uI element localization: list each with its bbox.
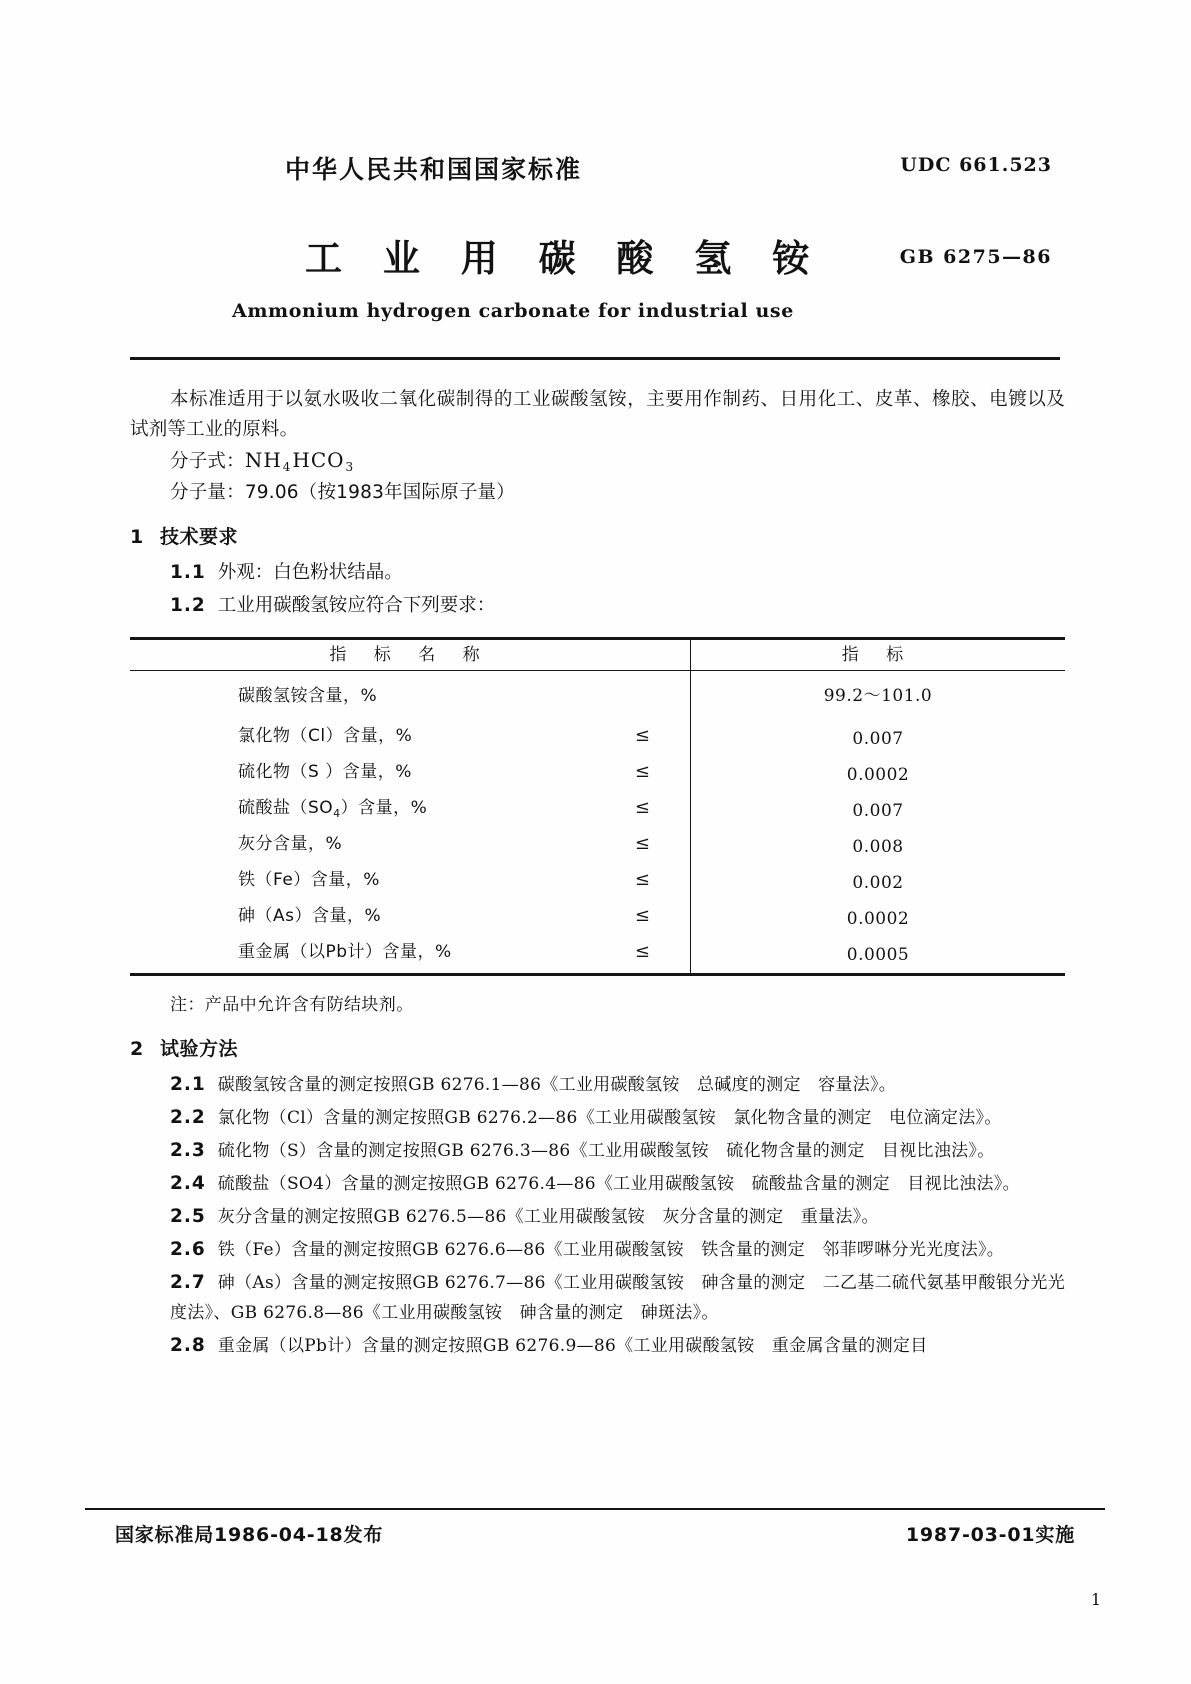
table-row bbox=[130, 829, 1065, 865]
section-2-number: 2 bbox=[130, 1038, 144, 1060]
clause-2-6-number: 2.6 bbox=[170, 1239, 206, 1260]
clause-2-3 bbox=[130, 1136, 1065, 1166]
row-label-text: 氯化物（Cl）含量，% bbox=[238, 726, 413, 746]
specification-table bbox=[130, 637, 1065, 976]
page-number: 1 bbox=[1090, 1590, 1101, 1609]
row-label-prefix: 硫酸盐（SO bbox=[238, 798, 334, 818]
row-value-cell: 0.0002 bbox=[846, 765, 910, 785]
clause-2-6 bbox=[130, 1235, 1065, 1265]
document-header bbox=[130, 150, 1060, 322]
table-row bbox=[130, 901, 1065, 937]
row-operator: ≤ bbox=[634, 905, 650, 926]
row-label-text: 灰分含量，% bbox=[238, 834, 343, 854]
national-standard-title: 中华人民共和国国家标准 bbox=[285, 155, 583, 184]
molecular-formula-line bbox=[130, 445, 1065, 478]
row-label-cell bbox=[130, 721, 691, 757]
molecular-mass-label: 分子量： bbox=[170, 482, 245, 503]
header-row-main bbox=[130, 228, 1060, 298]
clause-2-7 bbox=[130, 1268, 1065, 1328]
clause-2-2-text: 氯化物（Cl）含量的测定按照GB 6276.2—86《工业用碳酸氢铵 氯化物含量的测定 电位滴定法》。 bbox=[217, 1108, 1002, 1128]
clause-2-4-text: 硫酸盐（SO4）含量的测定按照GB 6276.4—86《工业用碳酸氢铵 硫酸盐含量的测定 目视比浊法》。 bbox=[217, 1174, 1020, 1194]
table-row bbox=[130, 721, 1065, 757]
column-header-indicator-value: 指 标 bbox=[691, 639, 1066, 671]
clause-2-3-number: 2.3 bbox=[170, 1140, 206, 1161]
row-label-text: 硫化物（S ）含量，% bbox=[238, 762, 412, 782]
table-row bbox=[130, 937, 1065, 975]
row-label-text: 碳酸氢铵含量，% bbox=[238, 686, 378, 706]
clause-2-5-text: 灰分含量的测定按照GB 6276.5—86《工业用碳酸氢铵 灰分含量的测定 重量法》。 bbox=[217, 1207, 879, 1227]
clause-2-4-number: 2.4 bbox=[170, 1173, 206, 1194]
row-label-cell bbox=[130, 793, 691, 829]
section-1-number: 1 bbox=[130, 526, 144, 548]
row-label-cell bbox=[130, 829, 691, 865]
row-operator: ≤ bbox=[634, 725, 650, 746]
clause-2-2-number: 2.2 bbox=[170, 1107, 206, 1128]
row-value-cell: 0.008 bbox=[852, 837, 904, 857]
row-label-text: 铁（Fe）含量，% bbox=[238, 870, 380, 890]
molecular-mass-line bbox=[130, 478, 1065, 508]
row-value-cell: 0.007 bbox=[852, 801, 904, 821]
row-operator: ≤ bbox=[634, 833, 650, 854]
specification-table-head bbox=[130, 639, 1065, 671]
row-label-text: 砷（As）含量，% bbox=[238, 906, 382, 926]
document-footer bbox=[85, 1520, 1105, 1560]
row-value-cell: 0.002 bbox=[852, 873, 904, 893]
clause-2-4 bbox=[130, 1169, 1065, 1199]
clause-1-1-number: 1.1 bbox=[170, 562, 206, 583]
molecular-mass-value: 79.06（按1983年国际原子量） bbox=[244, 482, 515, 503]
row-label-cell bbox=[130, 901, 691, 937]
clause-2-1-number: 2.1 bbox=[170, 1074, 206, 1095]
row-operator: ≤ bbox=[634, 869, 650, 890]
scope-paragraph: 本标准适用于以氨水吸收二氧化碳制得的工业碳酸氢铵，主要用作制药、日用化工、皮革、橡胶、电镀以及试剂等工业的原料。 bbox=[130, 389, 1065, 440]
table-note: 注：产品中允许含有防结块剂。 bbox=[170, 995, 414, 1015]
udc-code: UDC 661.523 bbox=[900, 154, 1052, 176]
row-label-cell bbox=[130, 671, 691, 722]
clause-2-8 bbox=[130, 1331, 1065, 1361]
issue-date: 国家标准局1986-04-18发布 bbox=[115, 1524, 384, 1546]
table-header-row bbox=[130, 639, 1065, 671]
row-value-cell: 99.2～101.0 bbox=[823, 686, 933, 706]
section-1-heading bbox=[130, 522, 1065, 552]
molecular-formula-label: 分子式： bbox=[170, 451, 245, 472]
clause-1-1-text: 外观：白色粉状结晶。 bbox=[217, 562, 403, 583]
clause-2-3-text: 硫化物（S）含量的测定按照GB 6276.3—86《工业用碳酸氢铵 硫化物含量的测定 目视比浊法》。 bbox=[217, 1141, 995, 1161]
implementation-date: 1987-03-01实施 bbox=[905, 1524, 1075, 1546]
document-body bbox=[130, 385, 1065, 1364]
table-row bbox=[130, 757, 1065, 793]
row-label-text bbox=[238, 793, 427, 825]
row-label-suffix: ）含量，% bbox=[340, 798, 428, 818]
header-row-top bbox=[130, 150, 1060, 196]
row-value-cell: 0.0002 bbox=[846, 909, 910, 929]
row-label-cell bbox=[130, 937, 691, 975]
clause-2-5-number: 2.5 bbox=[170, 1206, 206, 1227]
row-label-cell bbox=[130, 757, 691, 793]
row-operator: ≤ bbox=[634, 941, 650, 962]
standard-main-title: 工 业 用 碳 酸 氢 铵 bbox=[305, 237, 824, 280]
clause-2-7-number: 2.7 bbox=[170, 1272, 206, 1293]
table-row bbox=[130, 865, 1065, 901]
row-label-subscript: 4 bbox=[333, 807, 341, 820]
table-row bbox=[130, 671, 1065, 722]
clause-2-6-text: 铁（Fe）含量的测定按照GB 6276.6—86《工业用碳酸氢铵 铁含量的测定 邻菲啰啉分光光度法》。 bbox=[217, 1240, 1005, 1260]
specification-table-body bbox=[130, 671, 1065, 975]
clause-2-5 bbox=[130, 1202, 1065, 1232]
clause-1-2-text: 工业用碳酸氢铵应符合下列要求： bbox=[217, 595, 496, 616]
row-value-cell: 0.007 bbox=[852, 729, 904, 749]
row-operator: ≤ bbox=[634, 797, 650, 818]
row-label-text: 重金属（以Pb计）含量，% bbox=[238, 942, 452, 962]
table-row bbox=[130, 793, 1065, 829]
section-2-heading bbox=[130, 1034, 1065, 1064]
row-value-cell: 0.0005 bbox=[846, 945, 910, 965]
molecular-formula-value: $NH_4HCO_3$ bbox=[244, 448, 355, 474]
standard-number: GB 6275—86 bbox=[899, 246, 1052, 268]
clause-1-2 bbox=[130, 591, 1065, 621]
clause-2-1-text: 碳酸氢铵含量的测定按照GB 6276.1—86《工业用碳酸氢铵 总碱度的测定 容量法》。 bbox=[217, 1075, 897, 1095]
row-operator: ≤ bbox=[634, 761, 650, 782]
column-header-indicator-name: 指 标 名 称 bbox=[130, 639, 691, 671]
clause-2-2 bbox=[130, 1103, 1065, 1133]
clause-2-1 bbox=[130, 1070, 1065, 1100]
clause-2-8-number: 2.8 bbox=[170, 1335, 206, 1356]
clause-2-8-text: 重金属（以Pb计）含量的测定按照GB 6276.9—86《工业用碳酸氢铵 重金属含量的测定目 bbox=[217, 1336, 928, 1356]
row-label-cell bbox=[130, 865, 691, 901]
clause-2-7-text: 砷（As）含量的测定按照GB 6276.7—86《工业用碳酸氢铵 砷含量的测定 二乙基二硫代氨基甲酸银分光光度法》、GB 6276.8—86《工业用碳酸氢铵 砷含量的测定 砷斑法》。 bbox=[170, 1273, 1065, 1323]
standard-english-title: Ammonium hydrogen carbonate for industrial use bbox=[232, 300, 794, 322]
clause-1-2-number: 1.2 bbox=[170, 595, 206, 616]
header-divider-rule bbox=[130, 357, 1060, 360]
footer-divider-rule bbox=[85, 1508, 1105, 1510]
section-1-title: 技术要求 bbox=[160, 526, 239, 548]
section-2-title: 试验方法 bbox=[160, 1038, 239, 1060]
clause-1-1 bbox=[130, 558, 1065, 588]
